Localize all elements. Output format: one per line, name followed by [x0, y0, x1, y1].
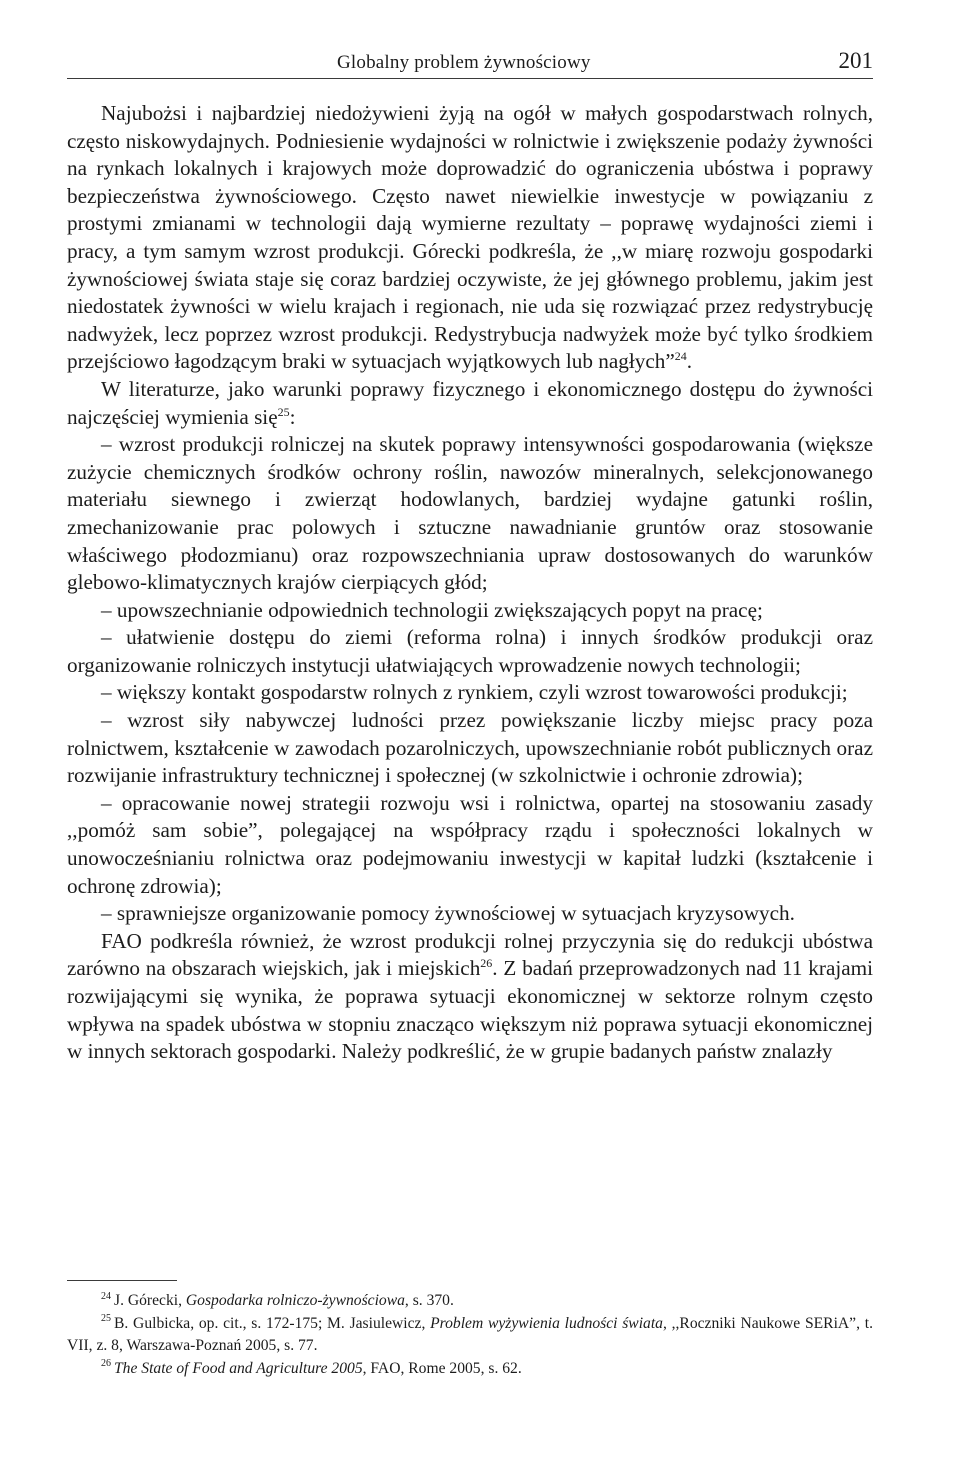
list-item: – ułatwienie dostępu do ziemi (reforma rolna) i innych środków produkcji oraz organizowanie rolniczych instytucji ułatwiających wprowadzenie nowych technologii; [67, 625, 873, 677]
running-header [67, 44, 873, 79]
running-title: Globalny problem żywnościowy [337, 52, 591, 73]
footnote-text: , FAO, Rome 2005, s. 62. [362, 1359, 522, 1377]
footnote-number: 26 [101, 1358, 111, 1370]
footnote-text: B. Gulbicka, op. cit., s. 172-175; M. Jasiulewicz, [114, 1314, 431, 1332]
footnote-ref: 24 [674, 349, 687, 364]
paragraph-text: : [289, 404, 296, 429]
footnote-number: 24 [101, 1290, 111, 1302]
paragraph [67, 376, 873, 431]
paragraph-text: . Z badań przeprowadzonych nad 11 krajami rozwijającymi się wynika, że poprawa sytuacji ekonomicznej w sektorze rolnym często wpływa na spadek ubóstwa w stopniu znacząco większym niż poprawa sytuacji ekonomicznej w innych sektorach gospodarki. Należy podkreślić, że w grupie badanych państw znalazły [67, 956, 874, 1064]
footnote-title: Problem wyżywienia ludności świata [430, 1314, 663, 1332]
list-item: – upowszechnianie odpowiednich technologii zwiększających popyt na pracę; [101, 597, 763, 622]
list-item: – wzrost siły nabywczej ludności przez powiększanie liczby miejsc pracy poza rolnictwem, kształcenie w zawodach pozarolniczych, upowszechnianie robót publicznych oraz rozwijanie infrastruktury technicznej i społecznej (w szkolnictwie i ochronie zdrowia); [67, 708, 873, 788]
footnote-ref: 25 [277, 404, 290, 419]
list-item: – opracowanie nowej strategii rozwoju wsi i rolnictwa, opartej na stosowaniu zasady ,,pomóż sam sobie”, polegającej na współpracy rządu i społeczności lokalnych w unowocześnianiu rolnictwa oraz podejmowaniu inwestycji w kapitał ludzki (kształcenie i ochronę zdrowia); [67, 790, 873, 898]
list-item: – wzrost produkcji rolniczej na skutek poprawy intensywności gospodarowania (większe zużycie chemicznych środków ochrony roślin, nawozów mineralnych, selekcjonowanego materiału siewnego i zwierząt hodowlanych, bardziej wydajne gatunki roślin, zmechanizowanie prac polowych i sztuczne nawadnianie gruntów oraz stosowanie właściwego płodozmianu) oraz rozpowszechniania upraw dostosowanych do warunków glebowo-klimatycznych krajów cierpiących głód; [67, 432, 873, 595]
footnote-text: , ,,Roczniki Naukowe SERiA”, t. VII, z. 8, Warszawa-Poznań 2005, s. 77. [67, 1314, 873, 1354]
footnote-text: J. Górecki, [114, 1292, 186, 1309]
footnote-divider [67, 1280, 177, 1281]
paragraph-text: FAO podkreśla również, że wzrost produkcji rolnej przyczynia się do redukcji ubóstwa zarówno na obszarach wiejskich, jak i miejskich [67, 928, 873, 981]
footnote [67, 1290, 873, 1313]
footnote-text: , s. 370. [404, 1292, 454, 1309]
paragraph [67, 100, 873, 376]
footnote-ref: 26 [480, 956, 493, 971]
page-number: 201 [838, 48, 873, 73]
footnote-title: Gospodarka rolniczo-żywnościowa [185, 1292, 405, 1309]
paragraph-text: Najubożsi i najbardziej niedożywieni żyją na ogół w małych gospodarstwach rolnych, często niskowydajnych. Podniesienie wydajności w rolnictwie i zwiększenie podaży żywności na rynkach lokalnych i krajowych może doprowadzić do ograniczenia ubóstwa i poprawy bezpieczeństwa żywnościowego. Często nawet niewielkie inwestycje w powiązaniu z prostymi zmianami w technologii dają wymierne rezultaty – poprawę wydajności ziemi i pracy, a tym samym wzrost produkcji. Górecki podkreśla, że ,,w miarę rozwoju gospodarki żywnościowej świata staje się coraz bardziej oczywiste, że jej głównego problemu, jakim jest niedostatek żywności w wielu krajach i regionach, nie uda się rozwiązać przez redystrybucję nadwyżek, lecz poprzez wzrost produkcji. Redystrybucja nadwyżek może być tylko środkiem przejściowo łagodzącym braki w sytuacjach wyjątkowych lub nagłych” [67, 101, 873, 374]
footnotes [67, 1290, 873, 1380]
paragraph-text: . [686, 349, 693, 374]
footnote-number: 25 [101, 1313, 111, 1325]
body-text [67, 100, 873, 1066]
paragraph-text: W literaturze, jako warunki poprawy fizycznego i ekonomicznego dostępu do żywności najczęściej wymienia się [67, 376, 873, 429]
footnote [67, 1358, 873, 1381]
paragraph [67, 928, 873, 1066]
list-item: – większy kontakt gospodarstw rolnych z rynkiem, czyli wzrost towarowości produkcji; [101, 680, 848, 705]
footnote [67, 1313, 873, 1358]
footnote-title: The State of Food and Agriculture 2005 [114, 1359, 363, 1377]
list-item: – sprawniejsze organizowanie pomocy żywnościowej w sytuacjach kryzysowych. [101, 901, 795, 926]
